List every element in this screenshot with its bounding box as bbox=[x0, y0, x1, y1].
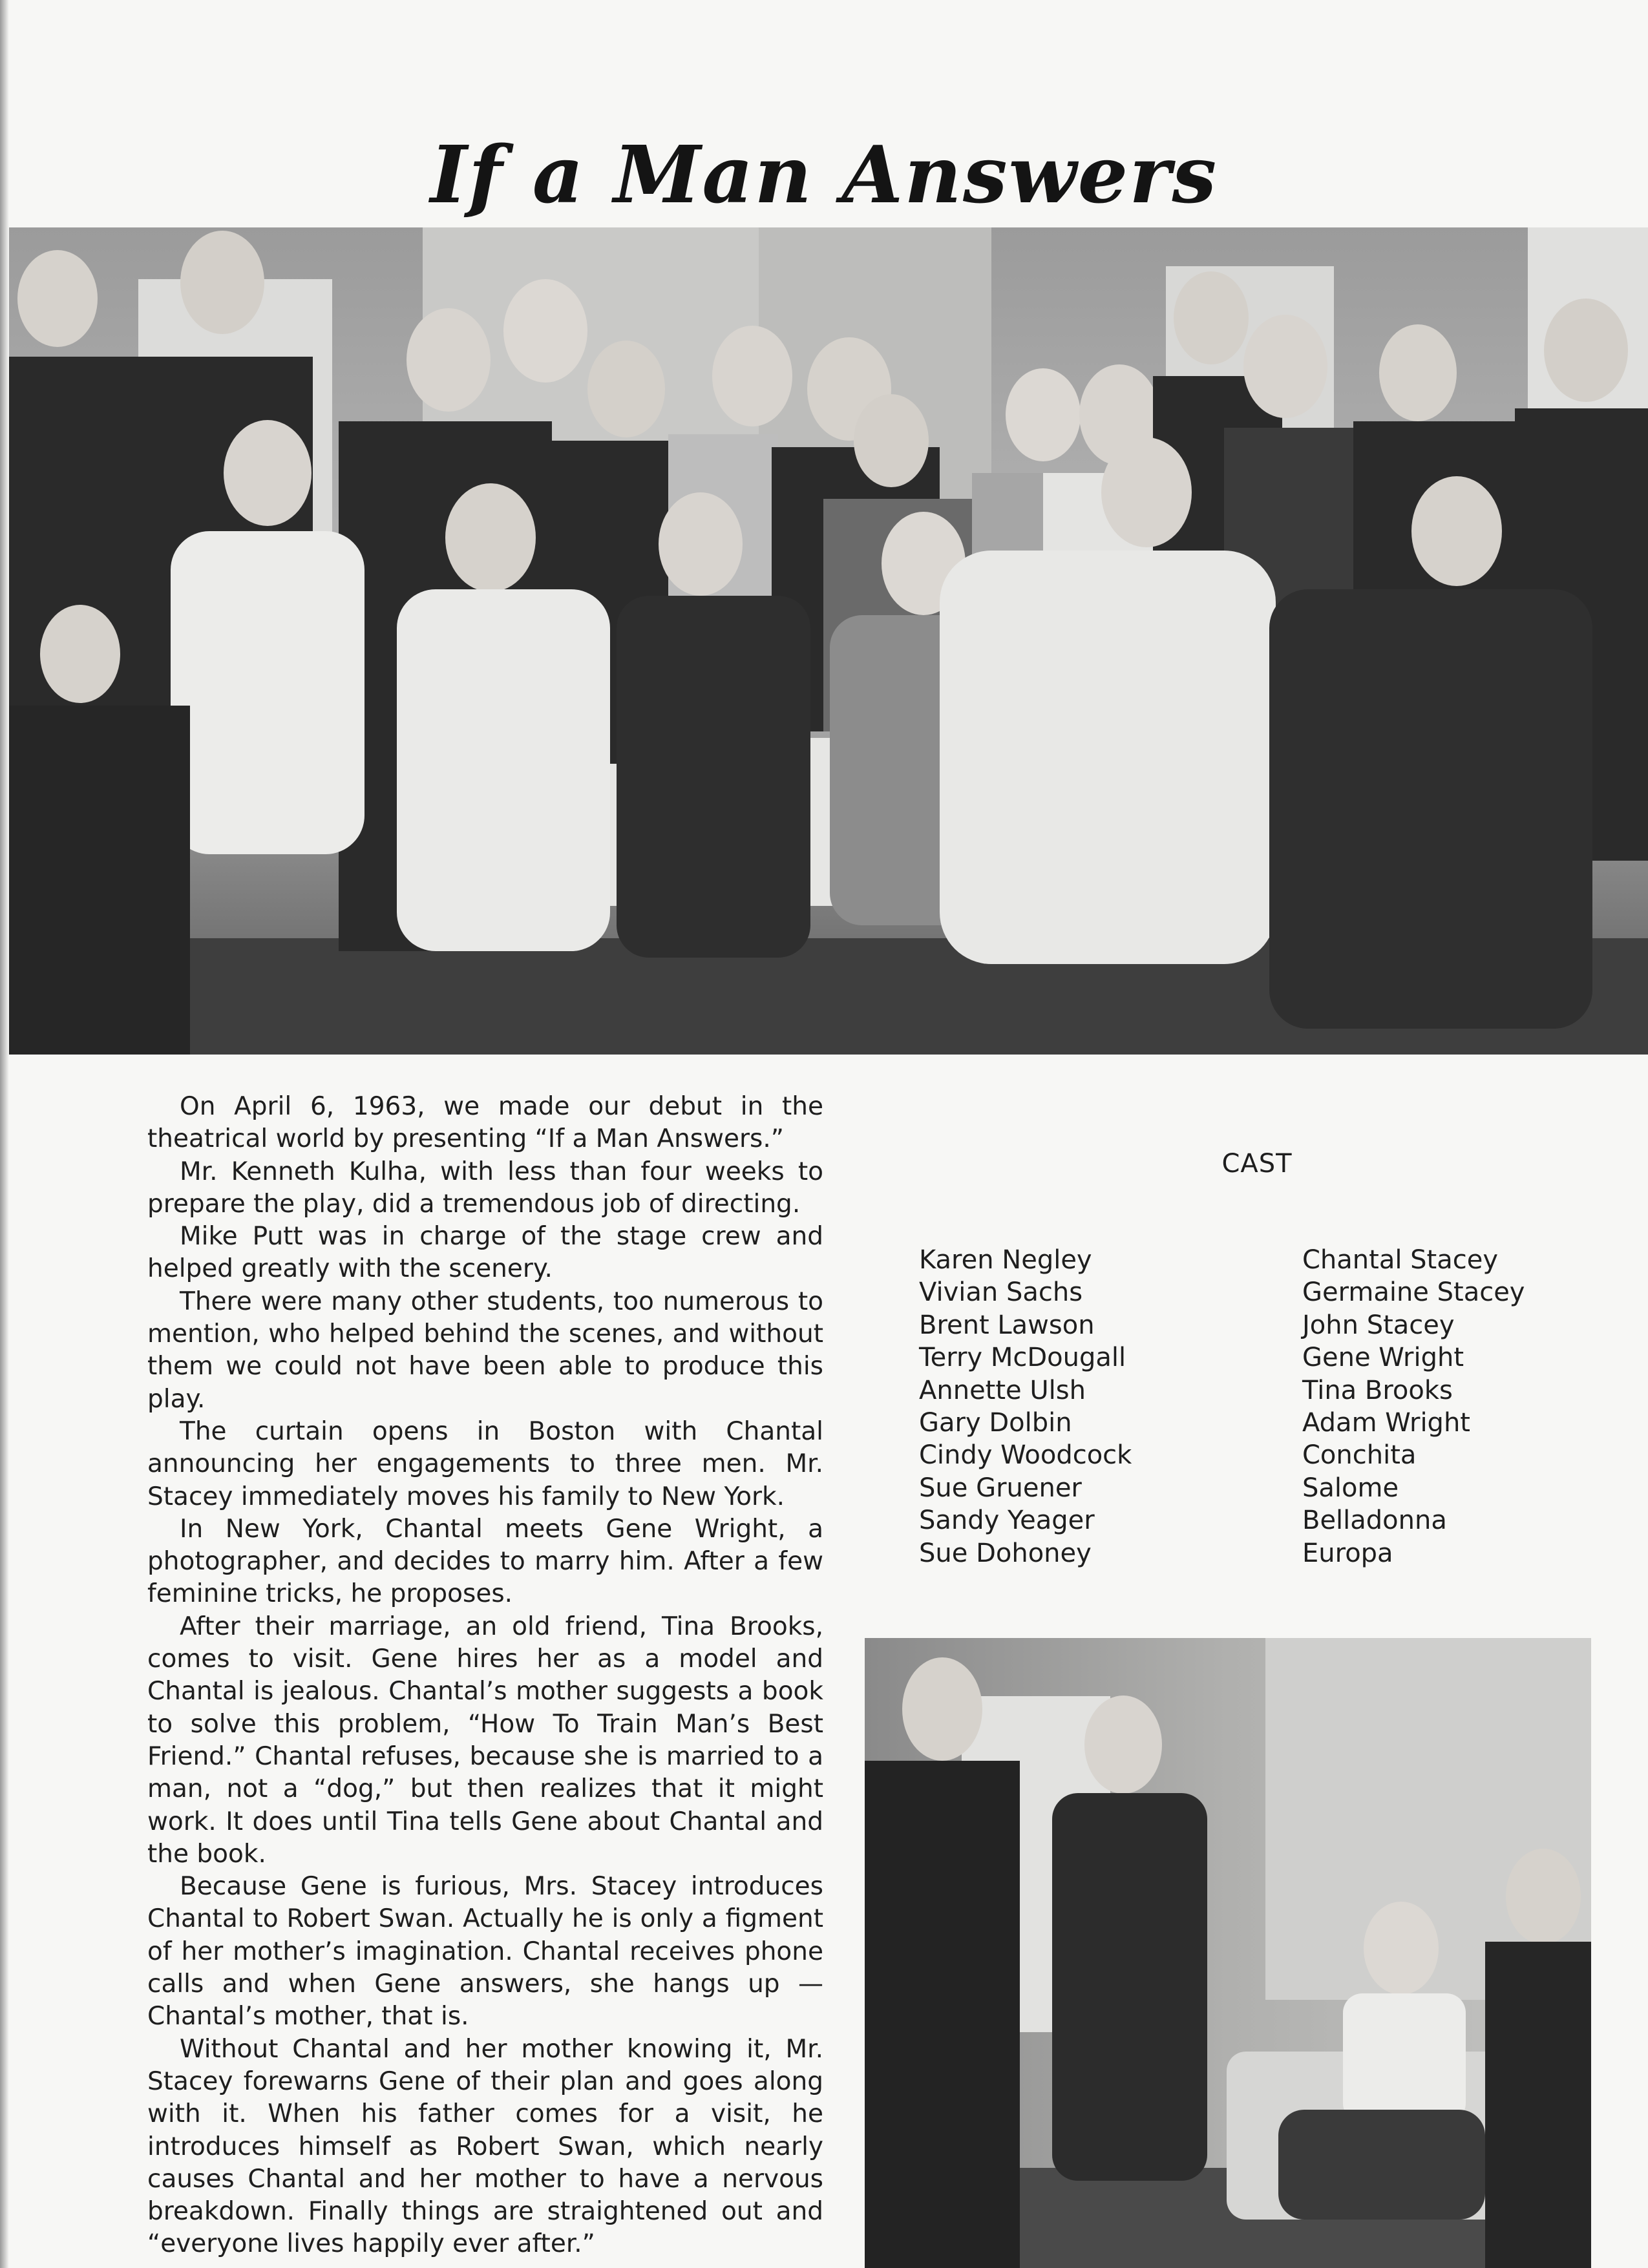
role-name: Chantal Stacey bbox=[1302, 1245, 1499, 1275]
actor-name: Terry McDougall bbox=[919, 1343, 1126, 1373]
role-name: Germaine Stacey bbox=[1302, 1277, 1525, 1308]
article-paragraph: Without Chantal and her mother knowing it, Mr. Stacey forewarns Gene of their plan and goes along with it. When his father comes for a visit, he introduces himself as Robert Swan, which nearly causes Chantal and her mother to have a nervous breakdown. Finally things are straightened out and “everyone lives happily ever after.” bbox=[147, 2034, 823, 2259]
cast-heading: CAST bbox=[1221, 1149, 1293, 1179]
actor-name: Sandy Yeager bbox=[919, 1506, 1095, 1536]
article-paragraph: Mr. Kenneth Kulha, with less than four weeks to prepare the play, did a tremendous job of directing. bbox=[147, 1157, 823, 1219]
article-paragraph: Because Gene is furious, Mrs. Stacey introduces Chantal to Robert Swan. Actually he is only a figment of her mother’s imagination. Chantal receives phone calls and when Gene answers, she hangs up —Chantal’s mother, that is. bbox=[147, 1872, 823, 2032]
actor-name: Gary Dolbin bbox=[919, 1408, 1072, 1438]
actor-name: Brent Lawson bbox=[919, 1310, 1095, 1340]
role-name: Adam Wright bbox=[1302, 1408, 1470, 1438]
actor-name: Annette Ulsh bbox=[919, 1375, 1086, 1405]
cast-group-photo bbox=[9, 227, 1648, 1055]
article-paragraph: In New York, Chantal meets Gene Wright, a photographer, and decides to marry him. After a few feminine tricks, he proposes. bbox=[147, 1514, 823, 1609]
cast-group-photo-image bbox=[9, 227, 1648, 1055]
article-paragraph: On April 6, 1963, we made our debut in the theatrical world by presenting “If a Man Answers.” bbox=[147, 1092, 823, 1154]
role-name: Salome bbox=[1302, 1473, 1399, 1503]
article-paragraph: There were many other students, too numerous to mention, who helped behind the scenes, and without them we could not have been able to produce this play. bbox=[147, 1286, 823, 1414]
actor-name: Cindy Woodcock bbox=[919, 1440, 1132, 1471]
role-name: Gene Wright bbox=[1302, 1343, 1464, 1373]
article-paragraph: Mike Putt was in charge of the stage crew and helped greatly with the scenery. bbox=[147, 1222, 823, 1284]
actor-name: Vivian Sachs bbox=[919, 1277, 1083, 1308]
cast-roles-list bbox=[1302, 1244, 1525, 1570]
actor-name: Sue Gruener bbox=[919, 1473, 1082, 1503]
actor-name: Sue Dohoney bbox=[919, 1538, 1092, 1568]
role-name: Tina Brooks bbox=[1302, 1375, 1453, 1405]
play-summary-article bbox=[147, 1091, 823, 2261]
article-paragraph: The curtain opens in Boston with Chantal announcing her engagements to three men. Mr. Stacey immediately moves his family to New York. bbox=[147, 1416, 823, 1511]
role-name: Belladonna bbox=[1302, 1506, 1447, 1536]
role-name: Europa bbox=[1302, 1538, 1393, 1568]
page-edge-shadow bbox=[0, 0, 9, 2268]
page-title: If a Man Answers bbox=[430, 128, 1218, 221]
scene-photo bbox=[865, 1638, 1591, 2268]
actor-name: Karen Negley bbox=[919, 1245, 1092, 1275]
article-paragraph: After their marriage, an old friend, Tina Brooks, comes to visit. Gene hires her as a model and Chantal is jealous. Chantal’s mother suggests a book to solve this problem, “How To Train Man’s Best Friend.” Chantal refuses, because she is married to a man, not a “dog,” but then realizes that it might work. It does until Tina tells Gene about Chantal and the book. bbox=[147, 1612, 823, 1869]
role-name: Conchita bbox=[1302, 1440, 1417, 1471]
role-name: John Stacey bbox=[1302, 1310, 1455, 1340]
cast-actors-list bbox=[919, 1244, 1132, 1570]
scene-photo-image bbox=[865, 1638, 1591, 2268]
